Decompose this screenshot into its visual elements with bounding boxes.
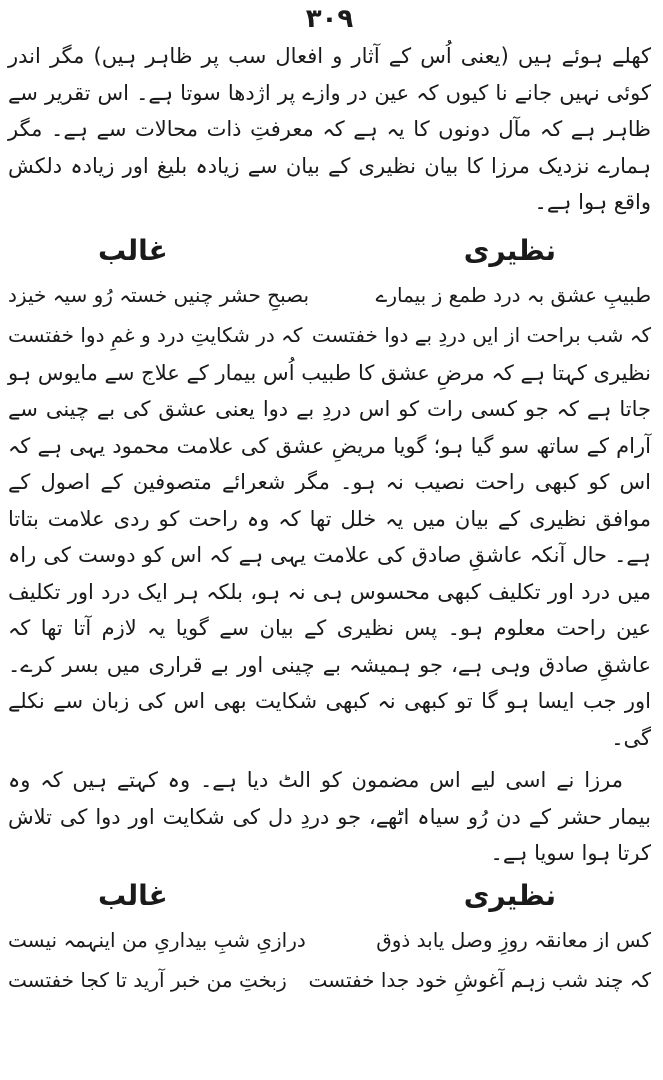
- paragraph-intro: کھلے ہوئے ہیں (یعنی اُس کے آثار و افعال سب پر ظاہر ہیں) مگر اندر کوئی نہیں جانے نا کیوں کہ عین در وازے پر اژدھا سوتا ہے۔ اس تقریر سے ظاہر ہے کہ مآل دونوں کا یہ ہے کہ معرفتِ ذات محالات سے ہے۔ مگر ہمارے نزدیک مرزا کا بیان نظیری کے بیان سے زیادہ بلیغ اور زیادہ دلکش واقع ہوا ہے۔: [8, 44, 651, 214]
- verse-row: [8, 960, 651, 1000]
- verse-row: [8, 275, 651, 315]
- verse-headings-1: [8, 227, 651, 275]
- heading-naziri: نظیری: [463, 878, 556, 912]
- ghalib-verse: کہ در شکایتِ درد و غمِ دوا خفتست: [8, 322, 303, 347]
- paragraph-ghalib-reversal: مرزا نے اسی لیے اس مضمون کو الٹ دیا ہے۔ وہ کہتے ہیں کہ وہ بیمار حشر کے دن رُو سیاہ اٹھے، جو دردِ دل کی شکایت اور دوا کی تلاش کرتا ہوا سویا ہے۔: [8, 768, 651, 865]
- ghalib-verse: زبختِ من خبر آرید تا کجا خفتست: [8, 967, 287, 992]
- heading-naziri: نظیری: [463, 233, 556, 267]
- ghalib-verse: بصبحِ حشر چنیں خستہ رُو سیہ خیزد: [8, 282, 310, 307]
- paragraph-commentary: نظیری کہتا ہے کہ مرضِ عشق کا طبیب اُس بیمار کے علاج سے مایوس ہو جاتا ہے کہ جو کسی رات کو اس دردِ بے دوا یعنی عشق کی بے چینی سے آرام کے ساتھ سو گیا ہو؛ گویا مریضِ عشق کی علامت محمود یہی ہے کہ اس کو کبھی راحت نصیب نہ ہو۔ مگر شعرائے متصوفین کے اصول کے موافق نظیری کے بیان میں یہ خلل تھا کہ وہ راحت کو ردی علامت بتاتا ہے۔ حال آنکہ عاشقِ صادق کی علامت یہی ہے کہ اس کو دوست کی راہ میں درد اور تکلیف کبھی محسوس ہی نہ ہو، بلکہ ہر ایک درد اور تکلیف عین راحت معلوم ہو۔ پس نظیری کے بیان سے گویا یہ لازم آتا تھا کہ عاشقِ صادق وہی ہے، جو ہمیشہ بے چینی اور بے قراری میں بسر کرے۔ اور جب ایسا ہو گا تو کبھی نہ کبھی شکایت بھی اس کی زبان سے نکلے گی۔: [8, 360, 651, 750]
- naziri-verse: کس از معانقہ روزِ وصل یابد ذوق: [376, 927, 651, 952]
- verse-row: [8, 315, 651, 355]
- heading-ghalib: غالب: [98, 878, 168, 912]
- heading-ghalib: غالب: [98, 233, 168, 267]
- naziri-verse: کہ شب براحت از ایں دردِ بے دوا خفتست: [311, 322, 651, 347]
- page-number: ۳۰۹: [305, 4, 354, 34]
- verse-headings-2: [8, 872, 651, 920]
- ghalib-verse: درازیِ شبِ بیداریِ من اینہمہ نیست: [8, 927, 306, 952]
- naziri-verse: کہ چند شب زہم آغوشِ خود جدا خفتست: [308, 967, 651, 992]
- verse-row: [8, 920, 651, 960]
- naziri-verse: طبیبِ عشق بہ درد طمع ز بیمارے: [375, 282, 651, 307]
